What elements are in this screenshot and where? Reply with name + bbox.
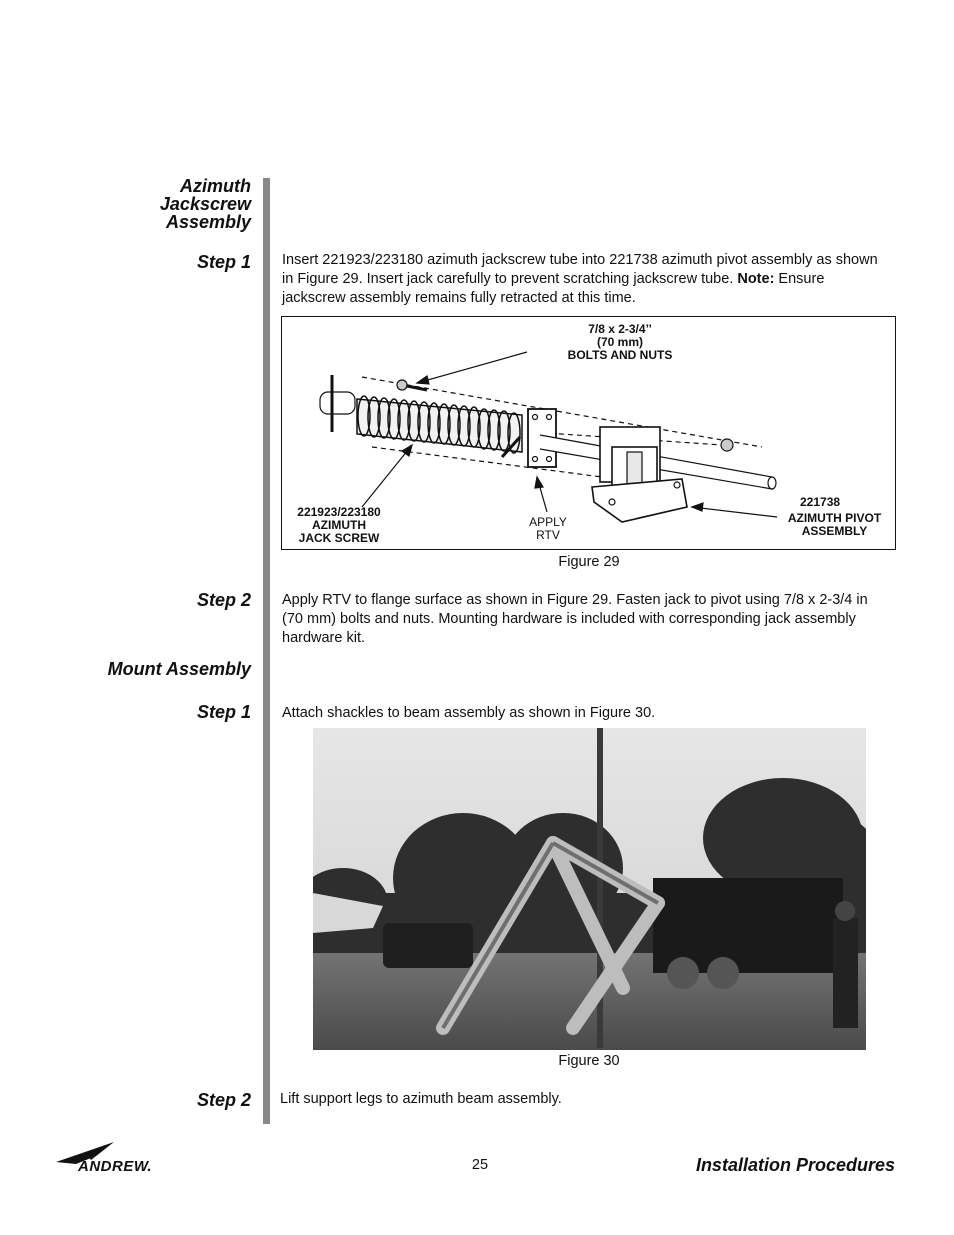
figure-30-caption: Figure 30 [558,1053,620,1069]
heading-step-1: Step 1 [196,252,251,272]
figure-29 [281,316,896,550]
heading-mount-assembly: Mount Assembly [107,659,251,679]
section-title: Installation Procedures [695,1155,895,1175]
label-line: AZIMUTH PIVOT [787,511,882,525]
heading-step-1: Step 1 [196,702,251,722]
label-line: ASSEMBLY [801,524,868,538]
label-jack-screw [284,506,394,545]
label-line: 221923/223180 [297,505,381,519]
figure-29-caption: Figure 29 [558,554,620,570]
label-line: JACK SCREW [298,531,380,545]
heading-line: Assembly [165,212,251,232]
heading-step-2: Step 2 [196,590,251,610]
mount-step-1-text: Attach shackles to beam assembly as shown in Figure 30. [282,705,656,721]
heading-azimuth-jackscrew-assembly [160,177,251,231]
label-line: (70 mm) [596,335,643,349]
heading-step-2: Step 2 [196,1090,251,1110]
note-label: Note: [737,271,775,287]
andrew-logo [56,1140,176,1176]
label-line: APPLY [529,515,567,529]
column-divider [263,178,270,1124]
photo-scene [313,728,866,1050]
step-2-text: Apply RTV to flange surface as shown in Figure 29. Fasten jack to pivot using 7/8 x 2-3/4 in (70 mm) bolts and nuts. Mounting hardware is included with corresponding jack assembly hardware kit. [282,592,868,646]
label-line: AZIMUTH [312,518,366,532]
logo-wordmark: ANDREW. [78,1158,153,1175]
bellows [357,396,522,453]
label-bolts-and-nuts [550,323,690,362]
step-1-text [282,251,887,308]
page-number: 25 [471,1157,489,1173]
step-1-text-main: Insert 221923/223180 azimuth jackscrew tube into 221738 azimuth pivot assembly as shown in Figure 29. Insert jack carefully to prevent scratching jackscrew tube. [282,252,878,287]
label-line: 221738 [800,495,841,509]
label-line: 7/8 x 2-3/4’’ [588,322,652,336]
figure-30-photo [313,728,866,1050]
label-apply-rtv [508,516,588,542]
step-1-text-tail: Ensure jackscrew assembly remains fully retracted at this time. [282,271,825,306]
label-azimuth-pivot [772,496,897,538]
mount-step-2-text: Lift support legs to azimuth beam assembly. [280,1091,562,1107]
heading-line: Azimuth [180,176,251,196]
label-line: BOLTS AND NUTS [567,348,673,362]
label-line: RTV [536,528,560,542]
heading-line: Jackscrew [159,194,251,214]
